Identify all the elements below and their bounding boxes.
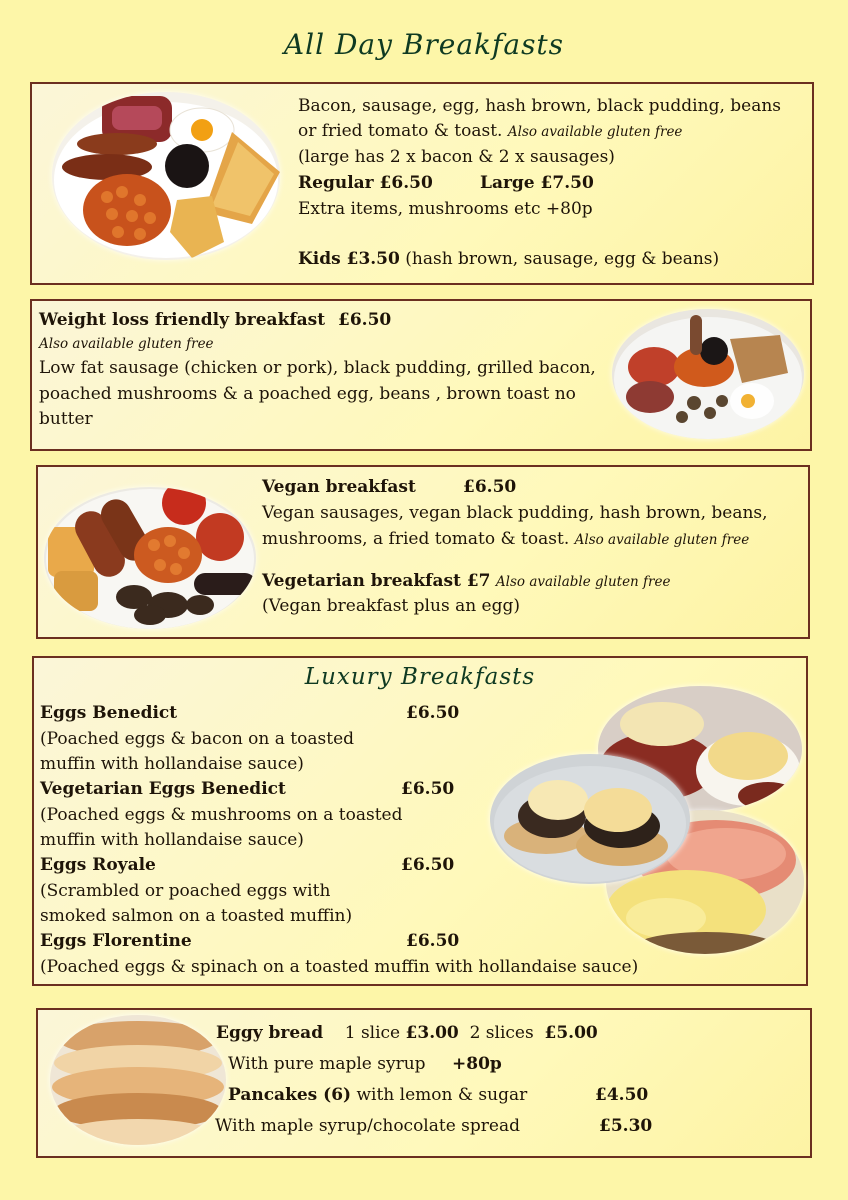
vegan-line2	[262, 527, 749, 554]
menu-item-price: £6.50	[406, 931, 460, 951]
weight-loss-price: £6.50	[338, 310, 392, 330]
menu-item-name: Vegetarian Eggs Benedict	[40, 779, 286, 799]
menu-item-name: Eggs Royale	[40, 855, 156, 875]
eggy-two-slices: 2 slices	[469, 1023, 534, 1043]
menu-item-description: muffin with hollandaise sauce)	[40, 754, 304, 774]
all-day-breakfast-card	[30, 82, 814, 285]
page-title: All Day Breakfasts	[283, 28, 565, 61]
extra-items: Extra items, mushrooms etc +80p	[298, 199, 593, 219]
pancakes-line	[228, 1083, 527, 1109]
weight-loss-line1: Low fat sausage (chicken or pork), black pudding, grilled bacon,	[39, 358, 596, 378]
menu-item-description: smoked salmon on a toasted muffin)	[40, 906, 353, 926]
weight-loss-line2: poached mushrooms & a poached egg, beans , brown toast no	[39, 384, 576, 404]
maple-syrup-price: +80p	[452, 1054, 502, 1074]
vegan-breakfast-card	[36, 465, 810, 639]
menu-item-price: £6.50	[401, 779, 455, 799]
maple-syrup-line: With pure maple syrup	[228, 1054, 426, 1074]
all-day-line3: (large has 2 x bacon & 2 x sausages)	[298, 147, 615, 167]
all-day-gluten-free-note: Also available gluten free	[507, 124, 683, 140]
vegetarian-eggs-benedict-photo	[490, 754, 690, 884]
regular-price: Regular £6.50	[298, 173, 433, 193]
pancakes-price: £4.50	[595, 1085, 649, 1105]
vegetarian-line	[262, 569, 670, 596]
vegetarian-gluten-free-note: Also available gluten free	[495, 574, 671, 590]
menu-item-name: Eggs Benedict	[40, 703, 178, 723]
menu-item-description: (Poached eggs & mushrooms on a toasted	[40, 805, 403, 825]
vegetarian-description: (Vegan breakfast plus an egg)	[262, 596, 521, 616]
pancakes-name: Pancakes (6)	[228, 1085, 352, 1105]
eggy-bread-photo	[50, 1015, 226, 1145]
menu-item-description: (Poached eggs & bacon on a toasted	[40, 729, 355, 749]
large-price: Large £7.50	[480, 173, 594, 193]
weight-loss-name: Weight loss friendly breakfast	[39, 310, 326, 330]
weight-loss-breakfast-card	[30, 299, 812, 451]
weight-loss-line3: butter	[39, 409, 93, 429]
luxury-title: Luxury Breakfasts	[304, 664, 536, 690]
vegan-breakfast-photo	[44, 487, 256, 629]
all-day-line2-text: or fried tomato & toast.	[298, 121, 503, 141]
luxury-breakfasts-card	[32, 656, 808, 986]
vegan-price: £6.50	[463, 477, 517, 497]
pancakes-description: with lemon & sugar	[356, 1085, 528, 1105]
all-day-line1: Bacon, sausage, egg, hash brown, black pudding, beans	[298, 96, 782, 116]
menu-item-name: Eggs Florentine	[40, 931, 192, 951]
menu-item-description: muffin with hollandaise sauce)	[40, 830, 304, 850]
kids-line	[298, 247, 719, 273]
eggy-bread-line	[216, 1021, 598, 1047]
sweet-breakfast-card	[36, 1008, 812, 1158]
spread-price: £5.30	[599, 1116, 653, 1136]
vegan-line2-text: mushrooms, a fried tomato & toast.	[262, 529, 570, 549]
eggy-one-price: £3.00	[405, 1023, 459, 1043]
vegan-line1: Vegan sausages, vegan black pudding, hash brown, beans,	[262, 503, 768, 523]
kids-description: (hash brown, sausage, egg & beans)	[405, 249, 720, 269]
eggy-one-slice: 1 slice	[344, 1023, 401, 1043]
spread-line: With maple syrup/chocolate spread	[215, 1116, 520, 1136]
weight-loss-gluten-free-note: Also available gluten free	[39, 336, 214, 352]
menu-item-price: £6.50	[406, 703, 460, 723]
all-day-line2	[298, 119, 682, 146]
vegetarian-name-price: Vegetarian breakfast £7	[262, 571, 491, 591]
eggy-bread-name: Eggy bread	[216, 1023, 324, 1043]
full-breakfast-photo	[52, 92, 280, 260]
eggy-two-price: £5.00	[544, 1023, 598, 1043]
kids-price: Kids £3.50	[298, 249, 400, 269]
menu-item-price: £6.50	[401, 855, 455, 875]
weight-loss-breakfast-photo	[612, 309, 804, 439]
menu-item-description: (Poached eggs & spinach on a toasted muffin with hollandaise sauce)	[40, 957, 639, 977]
vegan-gluten-free-note: Also available gluten free	[574, 532, 750, 548]
vegan-name: Vegan breakfast	[262, 477, 416, 497]
menu-item-description: (Scrambled or poached eggs with	[40, 881, 331, 901]
